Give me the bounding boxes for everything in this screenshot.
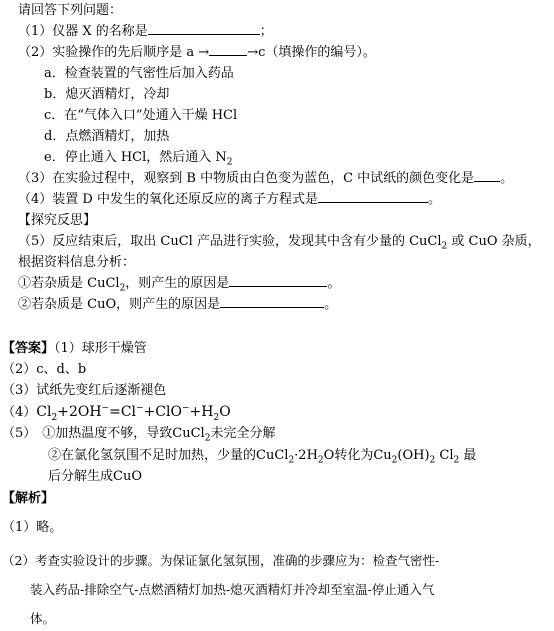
answer-blank-6 xyxy=(220,295,324,308)
intro-text: 请回答下列问题： xyxy=(18,3,123,18)
option-d: d．点燃酒精灯，加热 xyxy=(44,129,170,144)
question-2: （2）实验操作的先后顺序是 a → →c（填操作的编号）。 xyxy=(18,45,376,60)
question-4: （4）装置 D 中发生的氧化还原反应的离子方程式是 。 xyxy=(18,192,441,207)
option-a: a．检查装置的气密性后加入药品 xyxy=(44,66,234,81)
analysis-p2-line2: 装入药品-排除空气-点燃酒精灯加热-熄灭酒精灯并冷却至室温-停止通入气 xyxy=(30,582,435,597)
answer-blank-4 xyxy=(318,190,428,203)
answer-line-5-2: ②在氯化氢氛围不足时加热，少量的$CuCl_2\cdot 2H_2O$转化为$Cu_2(OH)_2$ $Cl_2$ 最 xyxy=(48,448,477,466)
answer-line-5-3: 后分解生成CuO xyxy=(48,469,142,484)
analysis-p1: （1）略。 xyxy=(2,520,63,535)
question-5-cont: 根据资料信息分析： xyxy=(18,255,136,270)
answer-line-5: （5） ①加热温度不够，导致CuCl$_2$未完全分解 xyxy=(2,426,276,444)
answer-blank-5 xyxy=(229,274,327,287)
item-2: ②若杂质是 CuO，则产生的原因是 。 xyxy=(18,297,338,312)
ionic-equation: $Cl_2+2OH^-=Cl^-+ClO^-+H_2O$ xyxy=(36,403,231,423)
answer-line-1: 【答案】（1）球形干燥管 xyxy=(2,341,147,356)
question-3: （3）在实验过程中，观察到 B 中物质由白色变为蓝色，C 中试纸的颜色变化是 。 xyxy=(18,171,514,186)
analysis-p2-line3: 体。 xyxy=(30,611,56,626)
answer-blank-3 xyxy=(474,169,500,182)
answer-label: 【答案】 xyxy=(2,341,55,356)
reflection-heading: 【探究反思】 xyxy=(18,213,97,228)
analysis-label: 【解析】 xyxy=(2,491,55,506)
item-1: ①若杂质是 CuCl$_2$，则产生的原因是 。 xyxy=(18,276,341,294)
question-5: （5）反应结束后，取出 CuCl 产品进行实验，发现其中含有少量的 CuCl$_2$ 或 CuO 杂质， xyxy=(18,234,541,252)
question-1: （1）仪器 X 的名称是 ； xyxy=(18,24,273,39)
option-e: e．停止通入 HCl，然后通入 $N_2$ xyxy=(44,150,233,168)
answer-blank-1 xyxy=(148,22,260,35)
analysis-p2-line1: （2）考查实验设计的步骤。为保证氯化氢氛围，准确的步骤应为：检查气密性- xyxy=(2,553,440,568)
answer-line-4: $(4)Cl_2+2OH^-=Cl^-+ClO^-+H_2O$ xyxy=(2,403,231,423)
answer-line-3: （3）试纸先变红后逐渐褪色 xyxy=(2,383,167,398)
answer-blank-2 xyxy=(209,43,247,56)
option-b: b．熄灭酒精灯，冷却 xyxy=(44,87,170,102)
answer-line-2: （2）c、d、b xyxy=(2,362,87,377)
option-c: c．在“气体入口”处通入干燥 HCl xyxy=(44,108,238,123)
